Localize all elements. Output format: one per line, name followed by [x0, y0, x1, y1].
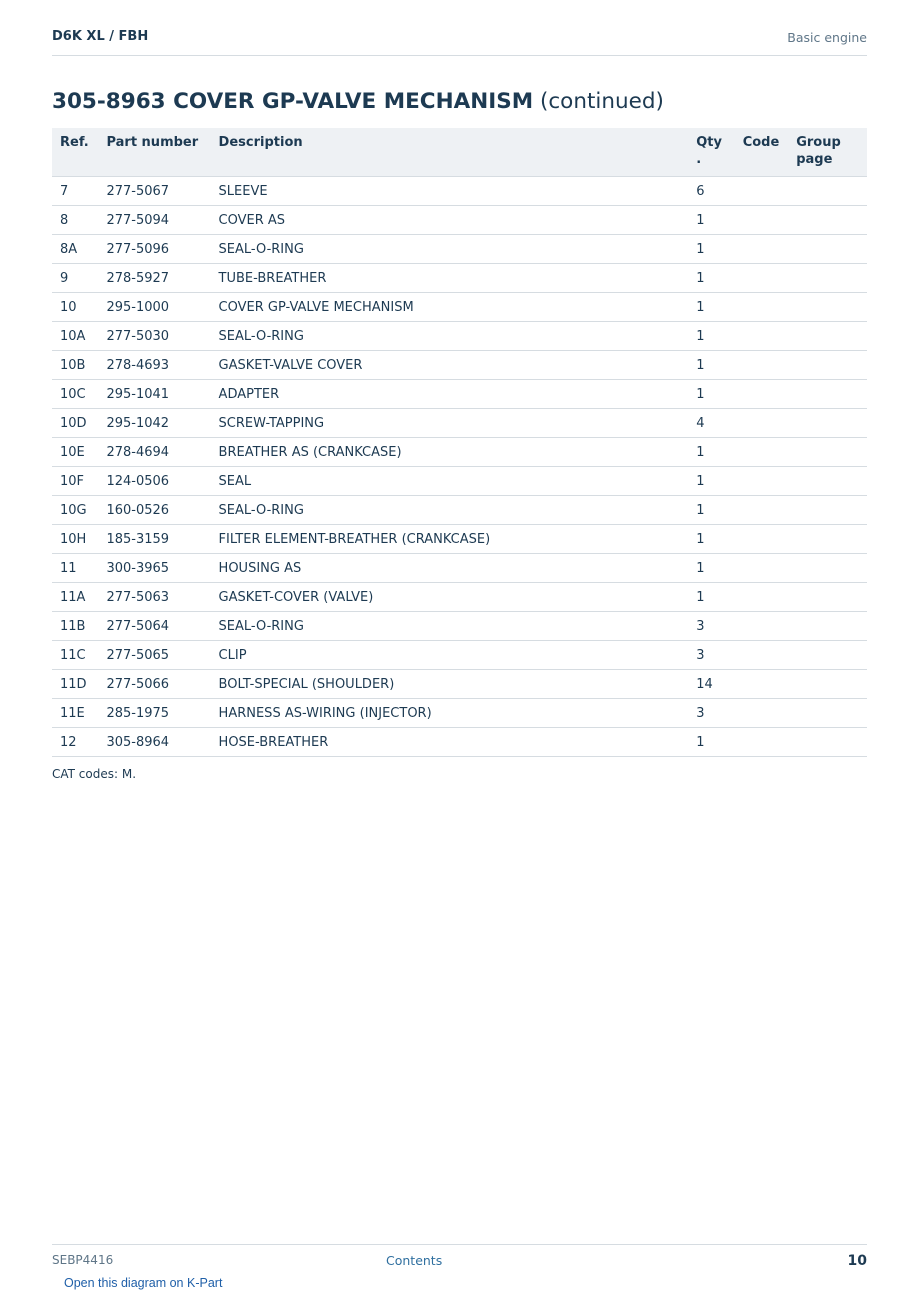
- table-row: [52, 380, 867, 409]
- ref-cell: 10E: [52, 438, 98, 467]
- table-row: [52, 583, 867, 612]
- part-number-cell: 300-3965: [98, 554, 210, 583]
- group-page-cell: [788, 554, 867, 583]
- code-cell: [735, 438, 789, 467]
- code-cell: [735, 351, 789, 380]
- description-cell: GASKET-COVER (VALVE): [211, 583, 689, 612]
- qty-cell: 14: [688, 670, 734, 699]
- code-cell: [735, 496, 789, 525]
- column-header-description: Description: [211, 128, 689, 177]
- group-page-cell: [788, 409, 867, 438]
- code-cell: [735, 612, 789, 641]
- code-cell: [735, 264, 789, 293]
- table-row: [52, 351, 867, 380]
- description-cell: SEAL-O-RING: [211, 235, 689, 264]
- code-cell: [735, 206, 789, 235]
- code-cell: [735, 670, 789, 699]
- ref-cell: 10G: [52, 496, 98, 525]
- description-cell: SEAL-O-RING: [211, 496, 689, 525]
- part-number-cell: 277-5067: [98, 177, 210, 206]
- ref-cell: 12: [52, 728, 98, 757]
- description-cell: SEAL: [211, 467, 689, 496]
- part-number-cell: 278-4693: [98, 351, 210, 380]
- code-cell: [735, 641, 789, 670]
- code-cell: [735, 467, 789, 496]
- group-page-cell: [788, 583, 867, 612]
- table-row: [52, 467, 867, 496]
- part-number-cell: 295-1000: [98, 293, 210, 322]
- part-number-cell: 160-0526: [98, 496, 210, 525]
- description-cell: SEAL-O-RING: [211, 322, 689, 351]
- code-cell: [735, 699, 789, 728]
- qty-cell: 6: [688, 177, 734, 206]
- group-page-cell: [788, 670, 867, 699]
- ref-cell: 10: [52, 293, 98, 322]
- column-header-group-page: Group page: [788, 128, 867, 177]
- part-number-cell: 277-5096: [98, 235, 210, 264]
- table-row: [52, 641, 867, 670]
- description-cell: COVER GP-VALVE MECHANISM: [211, 293, 689, 322]
- contents-link[interactable]: Contents: [386, 1253, 443, 1268]
- part-number-cell: 278-4694: [98, 438, 210, 467]
- ref-cell: 11B: [52, 612, 98, 641]
- part-number-cell: 277-5065: [98, 641, 210, 670]
- part-number-cell: 295-1042: [98, 409, 210, 438]
- group-page-cell: [788, 438, 867, 467]
- table-row: [52, 409, 867, 438]
- ref-cell: 7: [52, 177, 98, 206]
- group-page-cell: [788, 322, 867, 351]
- machine-model: D6K XL / FBH: [52, 29, 149, 44]
- ref-cell: 10C: [52, 380, 98, 409]
- ref-cell: 10H: [52, 525, 98, 554]
- qty-cell: 1: [688, 554, 734, 583]
- group-page-cell: [788, 699, 867, 728]
- title-suffix: (continued): [539, 89, 664, 114]
- table-row: [52, 699, 867, 728]
- ref-cell: 11D: [52, 670, 98, 699]
- group-page-cell: [788, 206, 867, 235]
- part-number-cell: 277-5094: [98, 206, 210, 235]
- table-row: [52, 206, 867, 235]
- description-cell: HOUSING AS: [211, 554, 689, 583]
- group-page-cell: [788, 293, 867, 322]
- description-cell: BOLT-SPECIAL (SHOULDER): [211, 670, 689, 699]
- page-footer: [52, 1244, 867, 1275]
- table-row: [52, 264, 867, 293]
- table-row: [52, 235, 867, 264]
- document-number: SEBP4416: [52, 1253, 114, 1267]
- ref-cell: 11E: [52, 699, 98, 728]
- part-number-cell: 277-5064: [98, 612, 210, 641]
- description-cell: TUBE-BREATHER: [211, 264, 689, 293]
- group-page-cell: [788, 177, 867, 206]
- description-cell: FILTER ELEMENT-BREATHER (CRANKCASE): [211, 525, 689, 554]
- description-cell: ADAPTER: [211, 380, 689, 409]
- part-number-cell: 305-8964: [98, 728, 210, 757]
- qty-cell: 1: [688, 728, 734, 757]
- qty-cell: 3: [688, 699, 734, 728]
- part-number-cell: 277-5063: [98, 583, 210, 612]
- part-number-cell: 295-1041: [98, 380, 210, 409]
- qty-cell: 1: [688, 380, 734, 409]
- group-page-cell: [788, 612, 867, 641]
- column-header-code: Code: [735, 128, 789, 177]
- title-main: 305-8963 COVER GP-VALVE MECHANISM: [52, 89, 534, 114]
- qty-cell: 1: [688, 293, 734, 322]
- qty-cell: 1: [688, 264, 734, 293]
- qty-cell: 1: [688, 583, 734, 612]
- group-page-cell: [788, 351, 867, 380]
- description-cell: SCREW-TAPPING: [211, 409, 689, 438]
- column-header-part-number: Part number: [98, 128, 210, 177]
- qty-cell: 1: [688, 467, 734, 496]
- table-row: [52, 728, 867, 757]
- group-page-cell: [788, 728, 867, 757]
- part-number-cell: 185-3159: [98, 525, 210, 554]
- qty-cell: 4: [688, 409, 734, 438]
- group-page-cell: [788, 235, 867, 264]
- description-cell: SEAL-O-RING: [211, 612, 689, 641]
- table-row: [52, 612, 867, 641]
- page-header: [52, 26, 867, 56]
- qty-cell: 1: [688, 525, 734, 554]
- code-cell: [735, 525, 789, 554]
- code-cell: [735, 177, 789, 206]
- table-row: [52, 525, 867, 554]
- code-cell: [735, 293, 789, 322]
- part-number-cell: 278-5927: [98, 264, 210, 293]
- qty-cell: 1: [688, 496, 734, 525]
- qty-cell: 1: [688, 351, 734, 380]
- group-page-cell: [788, 467, 867, 496]
- parts-table-body: [52, 177, 867, 757]
- code-cell: [735, 554, 789, 583]
- description-cell: GASKET-VALVE COVER: [211, 351, 689, 380]
- qty-cell: 1: [688, 206, 734, 235]
- ref-cell: 8A: [52, 235, 98, 264]
- part-number-cell: 277-5066: [98, 670, 210, 699]
- part-number-cell: 277-5030: [98, 322, 210, 351]
- group-page-cell: [788, 496, 867, 525]
- qty-cell: 1: [688, 322, 734, 351]
- page-number: 10: [847, 1253, 867, 1269]
- table-row: [52, 496, 867, 525]
- table-row: [52, 322, 867, 351]
- qty-cell: 1: [688, 438, 734, 467]
- part-number-cell: 285-1975: [98, 699, 210, 728]
- description-cell: COVER AS: [211, 206, 689, 235]
- group-page-cell: [788, 380, 867, 409]
- description-cell: HOSE-BREATHER: [211, 728, 689, 757]
- qty-cell: 3: [688, 641, 734, 670]
- code-cell: [735, 728, 789, 757]
- description-cell: BREATHER AS (CRANKCASE): [211, 438, 689, 467]
- column-header-qty: Qty .: [688, 128, 734, 177]
- description-cell: HARNESS AS-WIRING (INJECTOR): [211, 699, 689, 728]
- table-row: [52, 670, 867, 699]
- code-cell: [735, 235, 789, 264]
- table-row: [52, 293, 867, 322]
- code-cell: [735, 583, 789, 612]
- qty-cell: 3: [688, 612, 734, 641]
- ref-cell: 9: [52, 264, 98, 293]
- table-row: [52, 438, 867, 467]
- ref-cell: 11A: [52, 583, 98, 612]
- description-cell: SLEEVE: [211, 177, 689, 206]
- group-page-cell: [788, 525, 867, 554]
- code-cell: [735, 409, 789, 438]
- description-cell: CLIP: [211, 641, 689, 670]
- ref-cell: 10A: [52, 322, 98, 351]
- ref-cell: 10B: [52, 351, 98, 380]
- table-row: [52, 554, 867, 583]
- group-page-cell: [788, 641, 867, 670]
- section-name: Basic engine: [787, 30, 867, 45]
- parts-table: [52, 128, 867, 757]
- qty-cell: 1: [688, 235, 734, 264]
- column-header-ref: Ref.: [52, 128, 98, 177]
- code-cell: [735, 380, 789, 409]
- cat-codes-note: CAT codes: M.: [52, 767, 137, 781]
- ref-cell: 10F: [52, 467, 98, 496]
- table-row: [52, 177, 867, 206]
- ref-cell: 10D: [52, 409, 98, 438]
- ref-cell: 8: [52, 206, 98, 235]
- ref-cell: 11C: [52, 641, 98, 670]
- open-kpart-link[interactable]: Open this diagram on K-Part: [64, 1276, 223, 1290]
- ref-cell: 11: [52, 554, 98, 583]
- part-number-cell: 124-0506: [98, 467, 210, 496]
- group-page-cell: [788, 264, 867, 293]
- code-cell: [735, 322, 789, 351]
- page-title: [52, 89, 664, 114]
- table-header-row: [52, 128, 867, 177]
